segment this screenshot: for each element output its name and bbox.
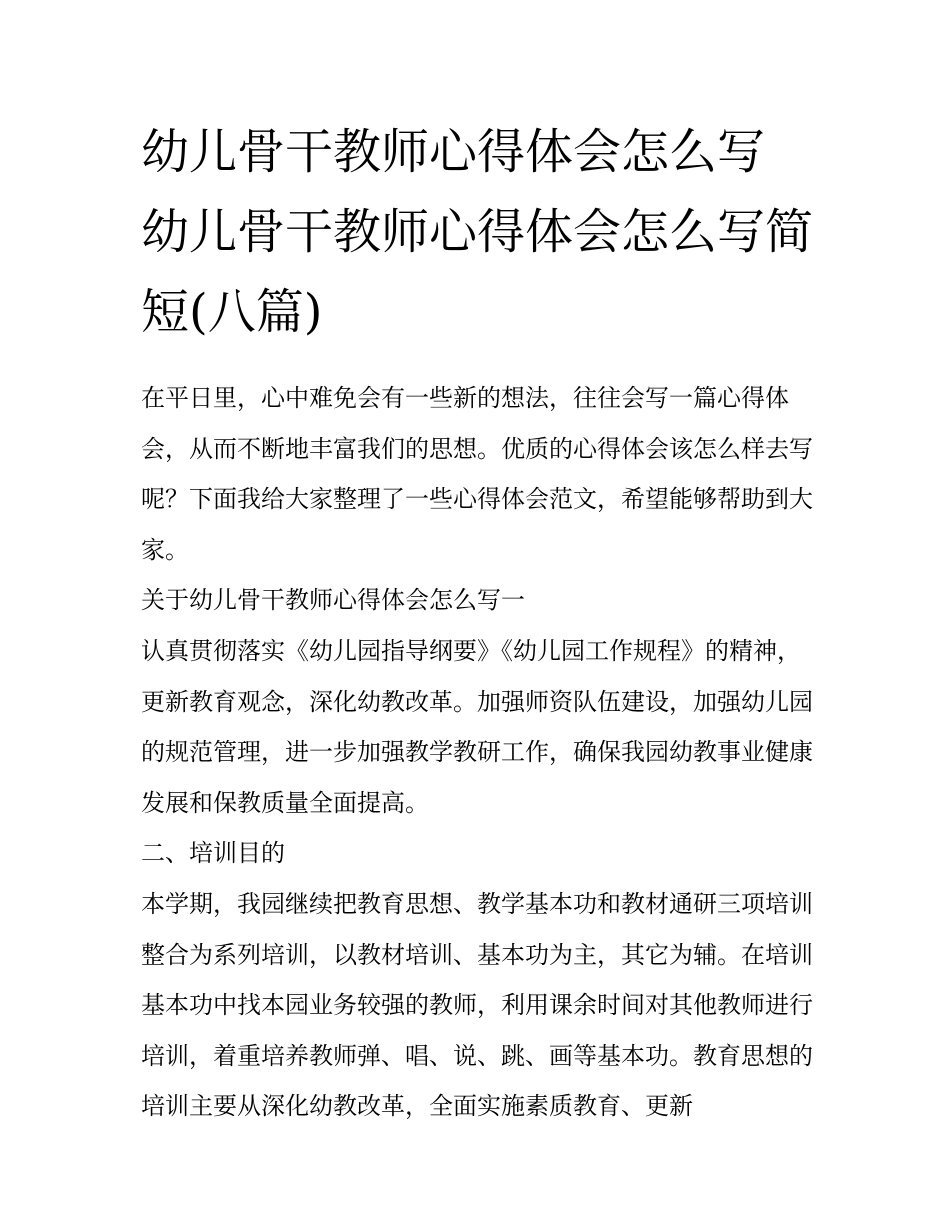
paragraph-1: 认真贯彻落实《幼儿园指导纲要》《幼儿园工作规程》的精神，更新教育观念，深化幼教改革。加强师资队伍建设，加强幼儿园的规范管理，进一步加强教学教研工作，确保我园幼教事业健康发展和保教质量全面提高。: [141, 636, 813, 817]
section-heading-1: 关于幼儿骨干教师心得体会怎么写一: [141, 586, 525, 615]
intro-paragraph: 在平日里，心中难免会有一些新的想法，往往会写一篇心得体会，从而不断地丰富我们的思想。优质的心得体会该怎么样去写呢？下面我给大家整理了一些心得体会范文，希望能够帮助到大家。: [141, 384, 813, 564]
document-title: 幼儿骨干教师心得体会怎么写 幼儿骨干教师心得体会怎么写简短(八篇): [141, 124, 814, 340]
paragraph-2: 本学期，我园继续把教育思想、教学基本功和教材通研三项培训整合为系列培训，以教材培训、基本功为主，其它为辅。在培训基本功中找本园业务较强的教师，利用课余时间对其他教师进行培训，着重培养教师弹、唱、说、跳、画等基本功。教育思想的培训主要从深化幼教改革，全面实施素质教育、更新: [141, 889, 813, 1121]
subheading-training-goal: 二、培训目的: [141, 839, 285, 868]
document-page: [141, 112, 813, 1132]
